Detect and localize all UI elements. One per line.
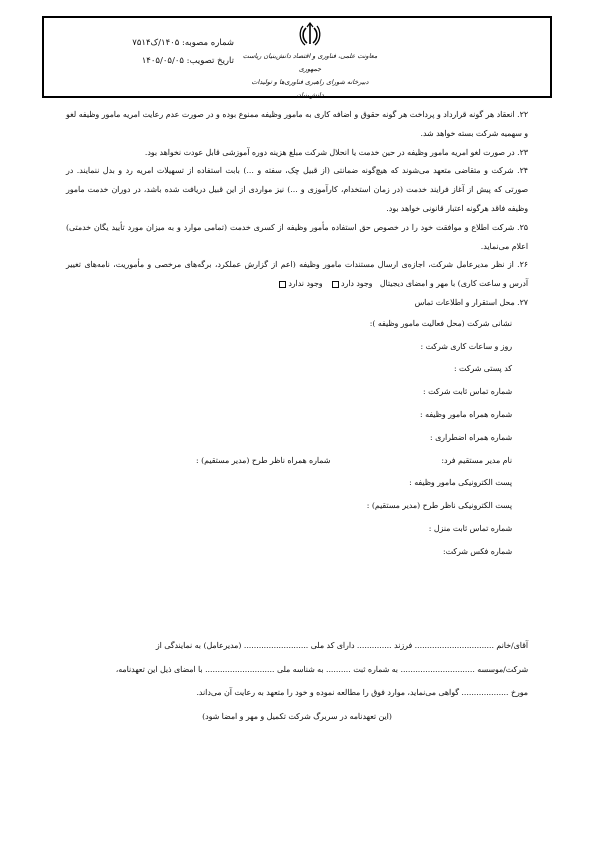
commitment-note: (این تعهدنامه در سربرگ شرکت تکمیل و مهر و امضا شود) (202, 711, 392, 721)
company-fax-field: شماره فکس شرکت: (442, 546, 512, 556)
option-no-label: وجود ندارد (288, 279, 323, 289)
commitment-line-2: شرکت/موسسه .............................. به شماره ثبت .......... به شناسه ملی ............................ با امضای ذیل این تعهدنامه، (115, 664, 528, 674)
commitment-section (66, 634, 528, 728)
company-address-field: نشانی شرکت (محل فعالیت مامور وظیفه ): (369, 318, 512, 328)
working-hours-field: روز و ساعات کاری شرکت : (420, 341, 512, 351)
clause-22: ۲۲. انعقاد هر گونه قرارداد و پرداخت هر گونه حقوق و اضافه کاری به مامور وظیفه ممنوع بوده و در صورت عدم رعایت امریه مامور وظیفه لغو و سهمیه شرکت بسته خواهد شد. (66, 110, 529, 138)
supervisor-mobile-field: شماره همراه ناظر طرح (مدیر مستقیم) : (196, 455, 331, 465)
clause-27-title: ۲۷. محل استقرار و اطلاعات تماس (414, 297, 528, 307)
option-yes-checkbox[interactable] (332, 281, 339, 288)
org-name-line-2: دبیرخانه شورای راهبری فناوری‌ها و تولیدات دانش‌بنیان (251, 78, 369, 99)
iran-emblem-icon (298, 22, 322, 48)
manager-row (66, 450, 512, 473)
contact-fields (66, 313, 528, 564)
option-no-checkbox[interactable] (279, 281, 286, 288)
option-yes-label: وجود دارد (340, 279, 373, 289)
clause-25: ۲۵. شرکت اطلاع و موافقت خود را در خصوص حق استفاده مأمور وظیفه از کسری خدمت (تمامی موارد و به میزان مورد تأیید یگان خدمتی) اعلام می‌نماید. (66, 222, 528, 251)
letter-meta (64, 34, 234, 70)
letter-number: شماره مصوبه: ۱۴۰۵/ک۷۵۱۴ (132, 38, 234, 48)
postal-code-field: کد پستی شرکت : (453, 364, 512, 374)
manager-name-field: نام مدیر مستقیم فرد: (441, 455, 512, 465)
emergency-mobile-field: شماره همراه اضطراری : (429, 432, 512, 442)
approval-date: تاریخ تصویب: ۱۴۰۵/۰۵/۰۵ (141, 56, 234, 66)
clause-26 (66, 256, 528, 294)
company-phone-field: شماره تماس ثابت شرکت : (423, 387, 512, 397)
org-name-line-1: معاونت علمی، فناوری و اقتصاد دانش‌بنیان ریاست جمهوری (242, 52, 378, 73)
home-phone-field: شماره تماس ثابت منزل : (428, 523, 512, 533)
clauses-section (66, 106, 528, 564)
commitment-line-1: آقای/خانم ................................ فرزند .............. دارای کد ملی .......................... (مدیرعامل) به نمایندگی از (155, 641, 528, 650)
clause-26-text: ۲۶. از نظر مدیرعامل شرکت، اجازه‌ی ارسال مستندات مامور وظیفه (اعم از گزارش عملکرد، برگه‌های مرخصی و مأموریت، نامه‌های تغییر آدرس و ساعت کاری) با مهر و امضای دیجیتال (66, 260, 528, 289)
supervisor-email-field: پست الکترونیکی ناظر طرح (مدیر مستقیم) : (366, 501, 512, 511)
letterhead (42, 16, 552, 98)
clause-24: ۲۴. شرکت و متقاضی متعهد می‌شوند که هیچ‌گونه ضمانتی (از قبیل چک، سفته و ...) بابت استفاده از تسهیلات امریه رد و بدل ننمایند. در صورتی که پیش از آغاز فرایند خدمت (در زمان استخدام، کارآموزی و ...) نیز مواردی از این قبیل دریافت شده باشد، در دوران خدمت مامور وظیفه فاقد هرگونه اعتبار قانونی خواهد بود. (66, 166, 528, 213)
organization-block (240, 22, 380, 102)
clause-23: ۲۳. در صورت لغو امریه مامور وظیفه در حین خدمت یا انحلال شرکت مبلغ هزینه دوره آموزشی قابل عودت نخواهد بود. (144, 147, 528, 157)
commitment-line-3: مورخ ................... گواهی می‌نماید، موارد فوق را مطالعه نموده و خود را متعهد به رعایت آن می‌داند. (196, 688, 528, 697)
conscript-email-field: پست الکترونیکی مامور وظیفه : (409, 478, 512, 488)
conscript-mobile-field: شماره همراه مامور وظیفه : (420, 409, 512, 419)
